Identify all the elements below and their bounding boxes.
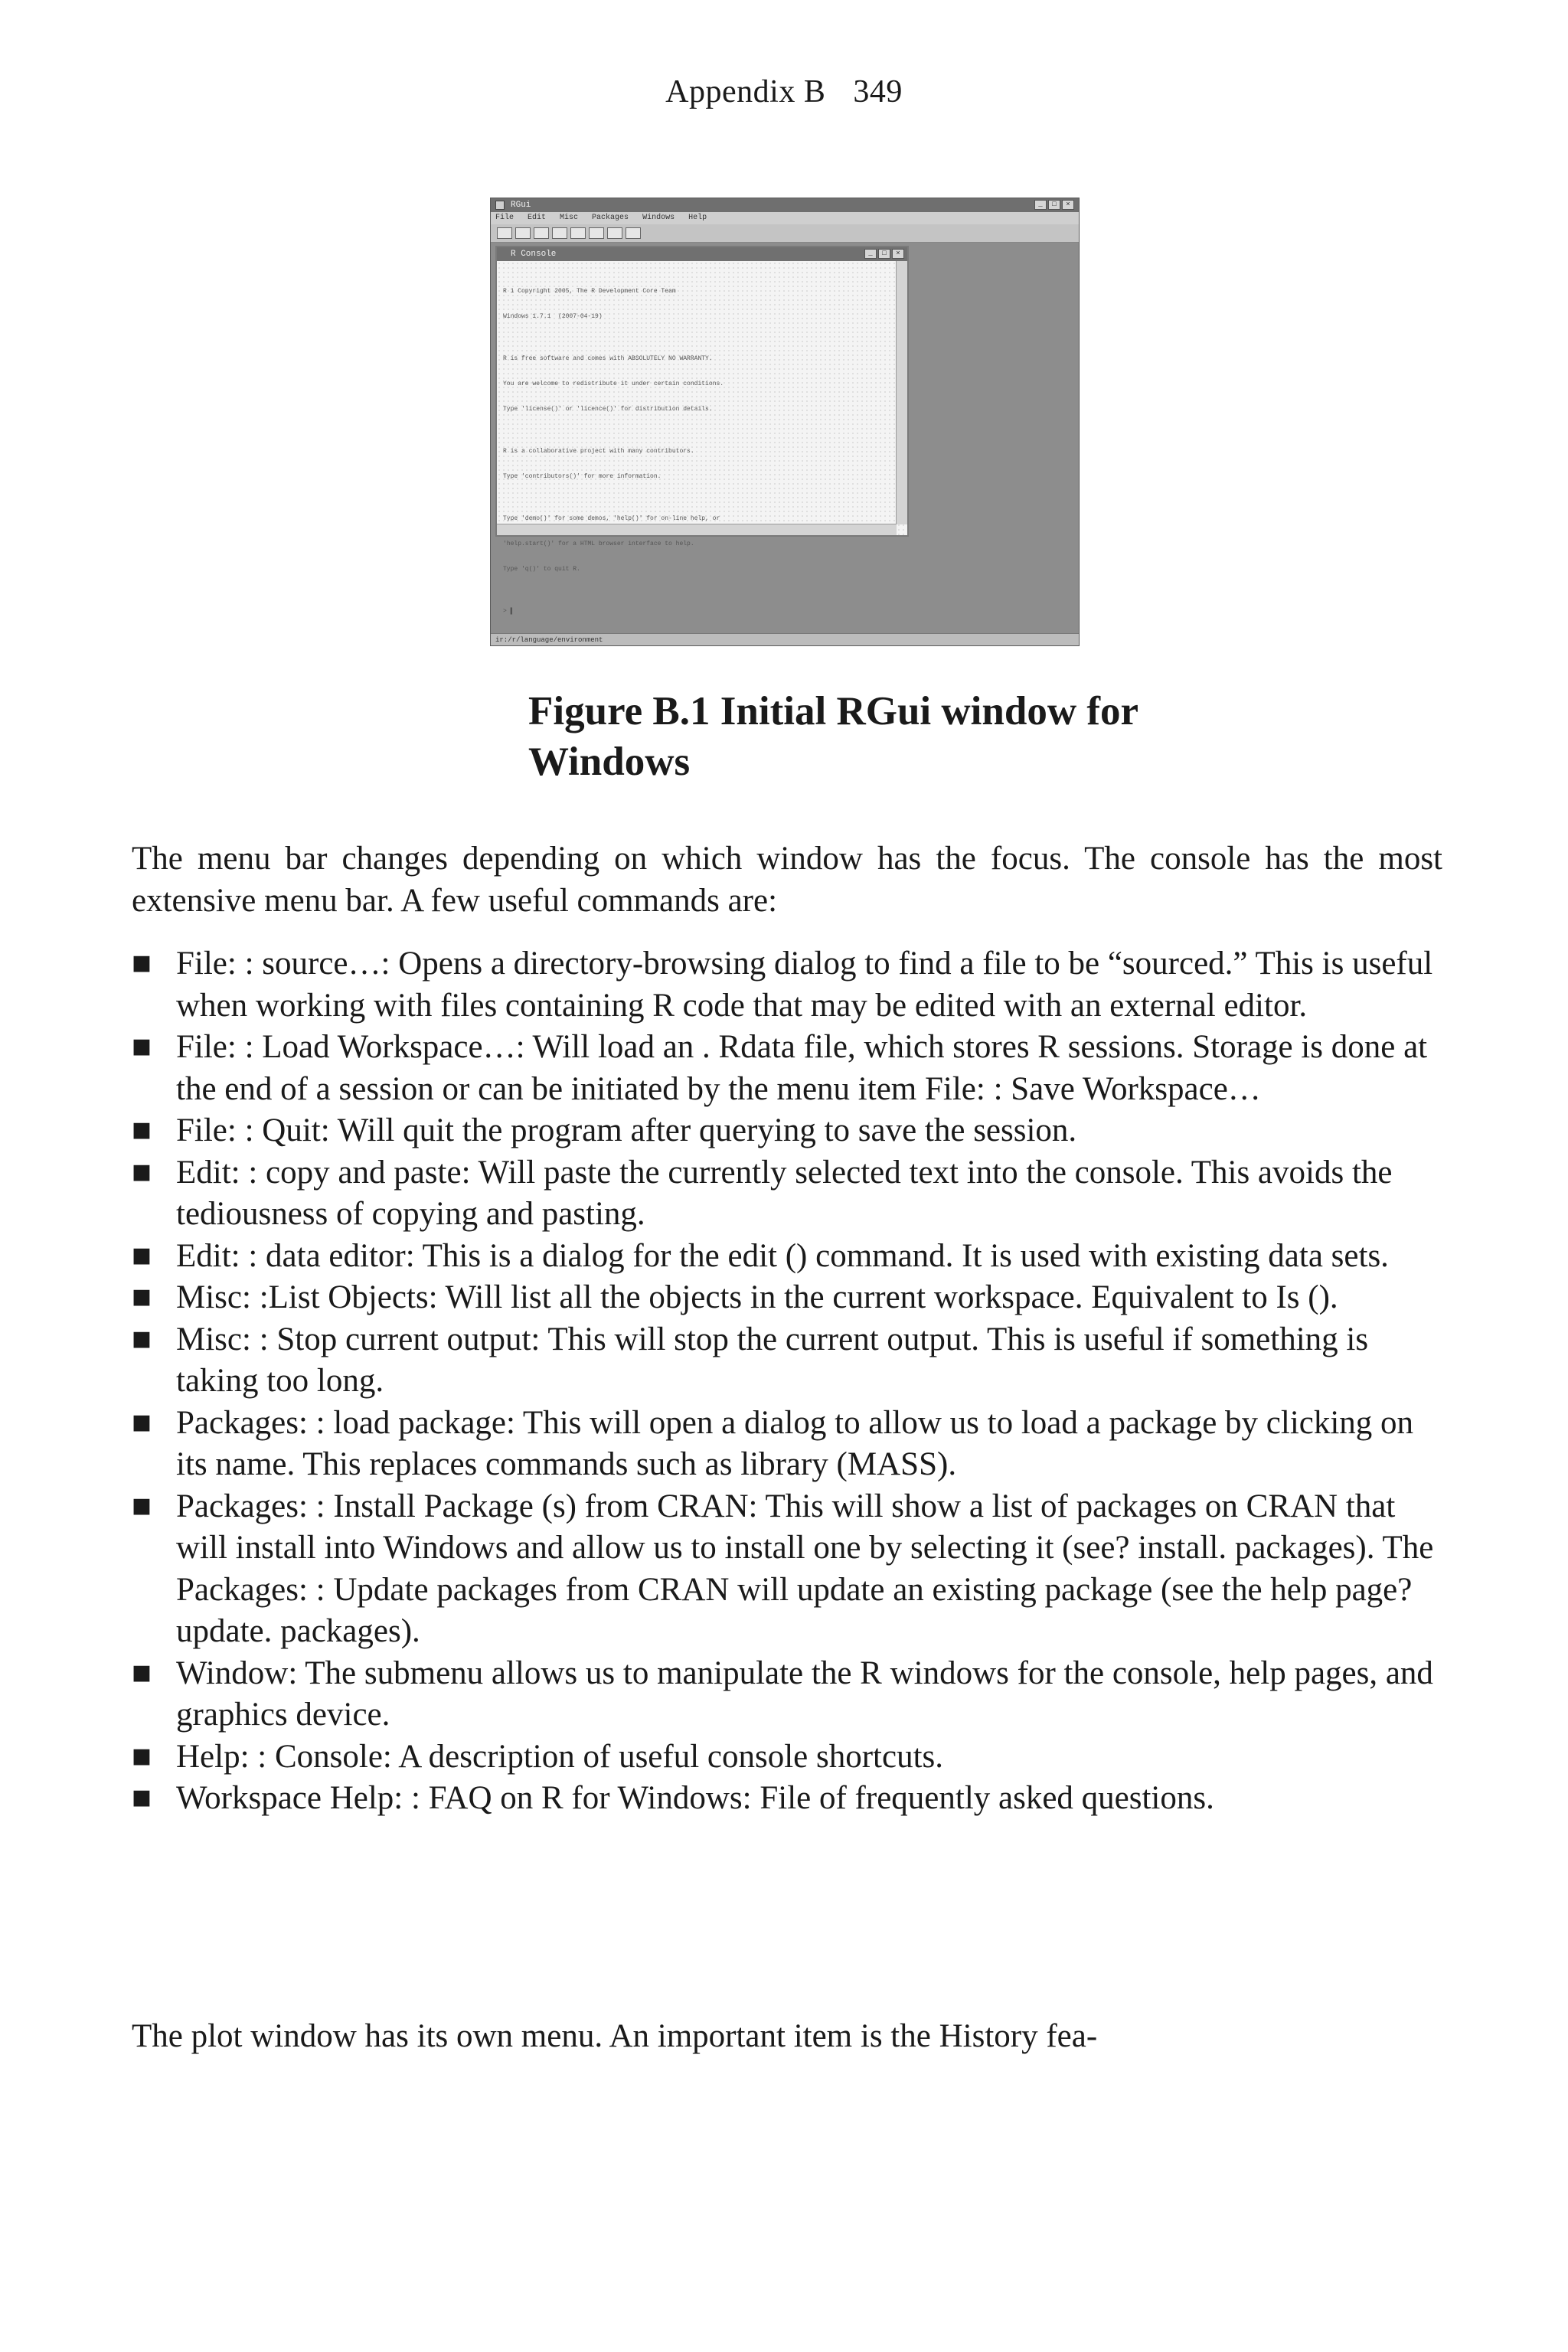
maximize-icon: □ — [1048, 200, 1060, 210]
rgui-titlebar — [491, 198, 1079, 212]
list-item — [132, 1736, 1449, 1779]
page-number: 349 — [853, 74, 903, 109]
console-line: R is free software and comes with ABSOLUTELY NO WARRANTY. — [503, 355, 713, 362]
list-item-text: Edit: : copy and paste: Will paste the currently selected text into the console. This avoids the tediousness of copying and pasting. — [176, 1154, 1393, 1232]
list-item-text: File: : Load Workspace…: Will load an . Rdata file, which stores R sessions. Storage is done at the end of a session or can be initiated by the menu item File: : Save Workspace… — [176, 1029, 1428, 1107]
console-title: R Console — [511, 250, 557, 259]
list-item — [132, 943, 1449, 1027]
console-line: R 1 Copyright 2005, The R Development Core Team — [503, 288, 676, 295]
running-header — [0, 74, 1568, 110]
list-item — [132, 1027, 1449, 1110]
list-item-text: Help: : Console: A description of useful console shortcuts. — [176, 1738, 944, 1775]
list-item — [132, 1486, 1449, 1653]
r-app-icon — [495, 201, 505, 210]
window-controls — [1034, 200, 1074, 210]
rgui-toolbar — [491, 224, 1079, 243]
bullet-square-icon: ■ — [132, 1738, 152, 1775]
console-line: You are welcome to redistribute it under certain conditions. — [503, 381, 724, 387]
list-item-text: Misc: : Stop current output: This will stop the current output. This is useful if something is taking too long. — [176, 1321, 1369, 1399]
rgui-title: RGui — [511, 201, 531, 210]
list-item — [132, 1778, 1449, 1820]
list-item — [132, 1110, 1449, 1152]
list-item — [132, 1319, 1449, 1403]
list-item — [132, 1277, 1449, 1319]
load-workspace-icon — [515, 227, 531, 239]
bullet-square-icon: ■ — [132, 946, 152, 982]
bullet-square-icon: ■ — [132, 1154, 152, 1191]
print-icon — [626, 227, 641, 239]
rgui-screenshot-figure — [490, 198, 1080, 646]
list-item-text: File: : Quit: Will quit the program after querying to save the session. — [176, 1112, 1077, 1148]
menu-windows: Windows — [642, 214, 675, 222]
command-list — [132, 943, 1449, 1820]
r-console-window — [495, 246, 909, 615]
console-line: Type 'demo()' for some demos, 'help()' for on-line help, or — [503, 515, 720, 522]
list-item-text: Packages: : Install Package (s) from CRAN: This will show a list of packages on CRAN that will install into Windows and allow us to install one by selecting it (see? install. packages). The Packages: : Update packages from CRAN will update an existing package (see the help page? update. packages). — [176, 1488, 1434, 1649]
console-line: Type 'license()' or 'licence()' for distribution details. — [503, 406, 713, 413]
bullet-square-icon: ■ — [132, 1321, 152, 1357]
list-item — [132, 1653, 1449, 1736]
header-section: Appendix B — [665, 74, 826, 109]
console-output — [503, 270, 890, 632]
bullet-square-icon: ■ — [132, 1404, 152, 1441]
stop-icon — [607, 227, 622, 239]
console-titlebar — [497, 247, 907, 261]
console-line: Type 'q()' to quit R. — [503, 566, 580, 573]
horizontal-scrollbar — [497, 524, 897, 535]
minimize-icon: _ — [1034, 200, 1047, 210]
menu-file: File — [495, 214, 514, 222]
open-script-icon — [497, 227, 512, 239]
rgui-statusbar: ir:/r/language/environment — [491, 633, 1079, 645]
menu-help: Help — [688, 214, 707, 222]
vertical-scrollbar — [896, 261, 907, 524]
copy-paste-icon — [589, 227, 604, 239]
maximize-icon: □ — [878, 249, 890, 259]
menu-misc: Misc — [560, 214, 579, 222]
bullet-square-icon: ■ — [132, 1488, 152, 1524]
bullet-square-icon: ■ — [132, 1029, 152, 1065]
close-icon: × — [1062, 200, 1074, 210]
console-window-controls — [864, 249, 904, 259]
rgui-menubar — [491, 212, 1079, 224]
save-workspace-icon — [534, 227, 549, 239]
list-item — [132, 1152, 1449, 1236]
list-item-text: Edit: : data editor: This is a dialog for the edit () command. It is used with existing data sets. — [176, 1237, 1389, 1274]
copy-icon — [552, 227, 567, 239]
list-item-text: File: : source…: Opens a directory-browsing dialog to find a file to be “sourced.” This is useful when working with files containing R code that may be edited with an external editor. — [176, 946, 1433, 1024]
console-line: Windows 1.7.1 (2007-04-19) — [503, 313, 603, 320]
console-prompt: > ▌ — [503, 608, 514, 615]
console-line: 'help.start()' for a HTML browser interface to help. — [503, 541, 694, 547]
list-item-text: Workspace Help: : FAQ on R for Windows: File of frequently asked questions. — [176, 1780, 1214, 1816]
minimize-icon: _ — [864, 249, 877, 259]
menu-edit: Edit — [528, 214, 547, 222]
closing-paragraph: The plot window has its own menu. An important item is the History fea- — [132, 2018, 1098, 2054]
menu-packages: Packages — [592, 214, 629, 222]
console-line: Type 'contributors()' for more information. — [503, 473, 662, 480]
bullet-square-icon: ■ — [132, 1780, 152, 1816]
list-item-text: Window: The submenu allows us to manipulate the R windows for the console, help pages, and graphics device. — [176, 1655, 1433, 1733]
bullet-square-icon: ■ — [132, 1112, 152, 1148]
list-item-text: Misc: :List Objects: Will list all the objects in the current workspace. Equivalent to Is (). — [176, 1279, 1338, 1315]
intro-paragraph: The menu bar changes depending on which window has the focus. The console has the most extensive menu bar. A few useful commands are: — [132, 841, 1442, 919]
paste-icon — [570, 227, 586, 239]
console-line: R is a collaborative project with many contributors. — [503, 448, 694, 455]
bullet-square-icon: ■ — [132, 1279, 152, 1315]
bullet-square-icon: ■ — [132, 1237, 152, 1274]
list-item — [132, 1236, 1449, 1278]
bullet-square-icon: ■ — [132, 1655, 152, 1691]
close-icon: × — [892, 249, 904, 259]
figure-caption: Figure B.1 Initial RGui window for Windows — [528, 689, 1138, 784]
list-item-text: Packages: : load package: This will open a dialog to allow us to load a package by clicking on its name. This replaces commands such as library (MASS). — [176, 1404, 1414, 1482]
list-item — [132, 1403, 1449, 1486]
